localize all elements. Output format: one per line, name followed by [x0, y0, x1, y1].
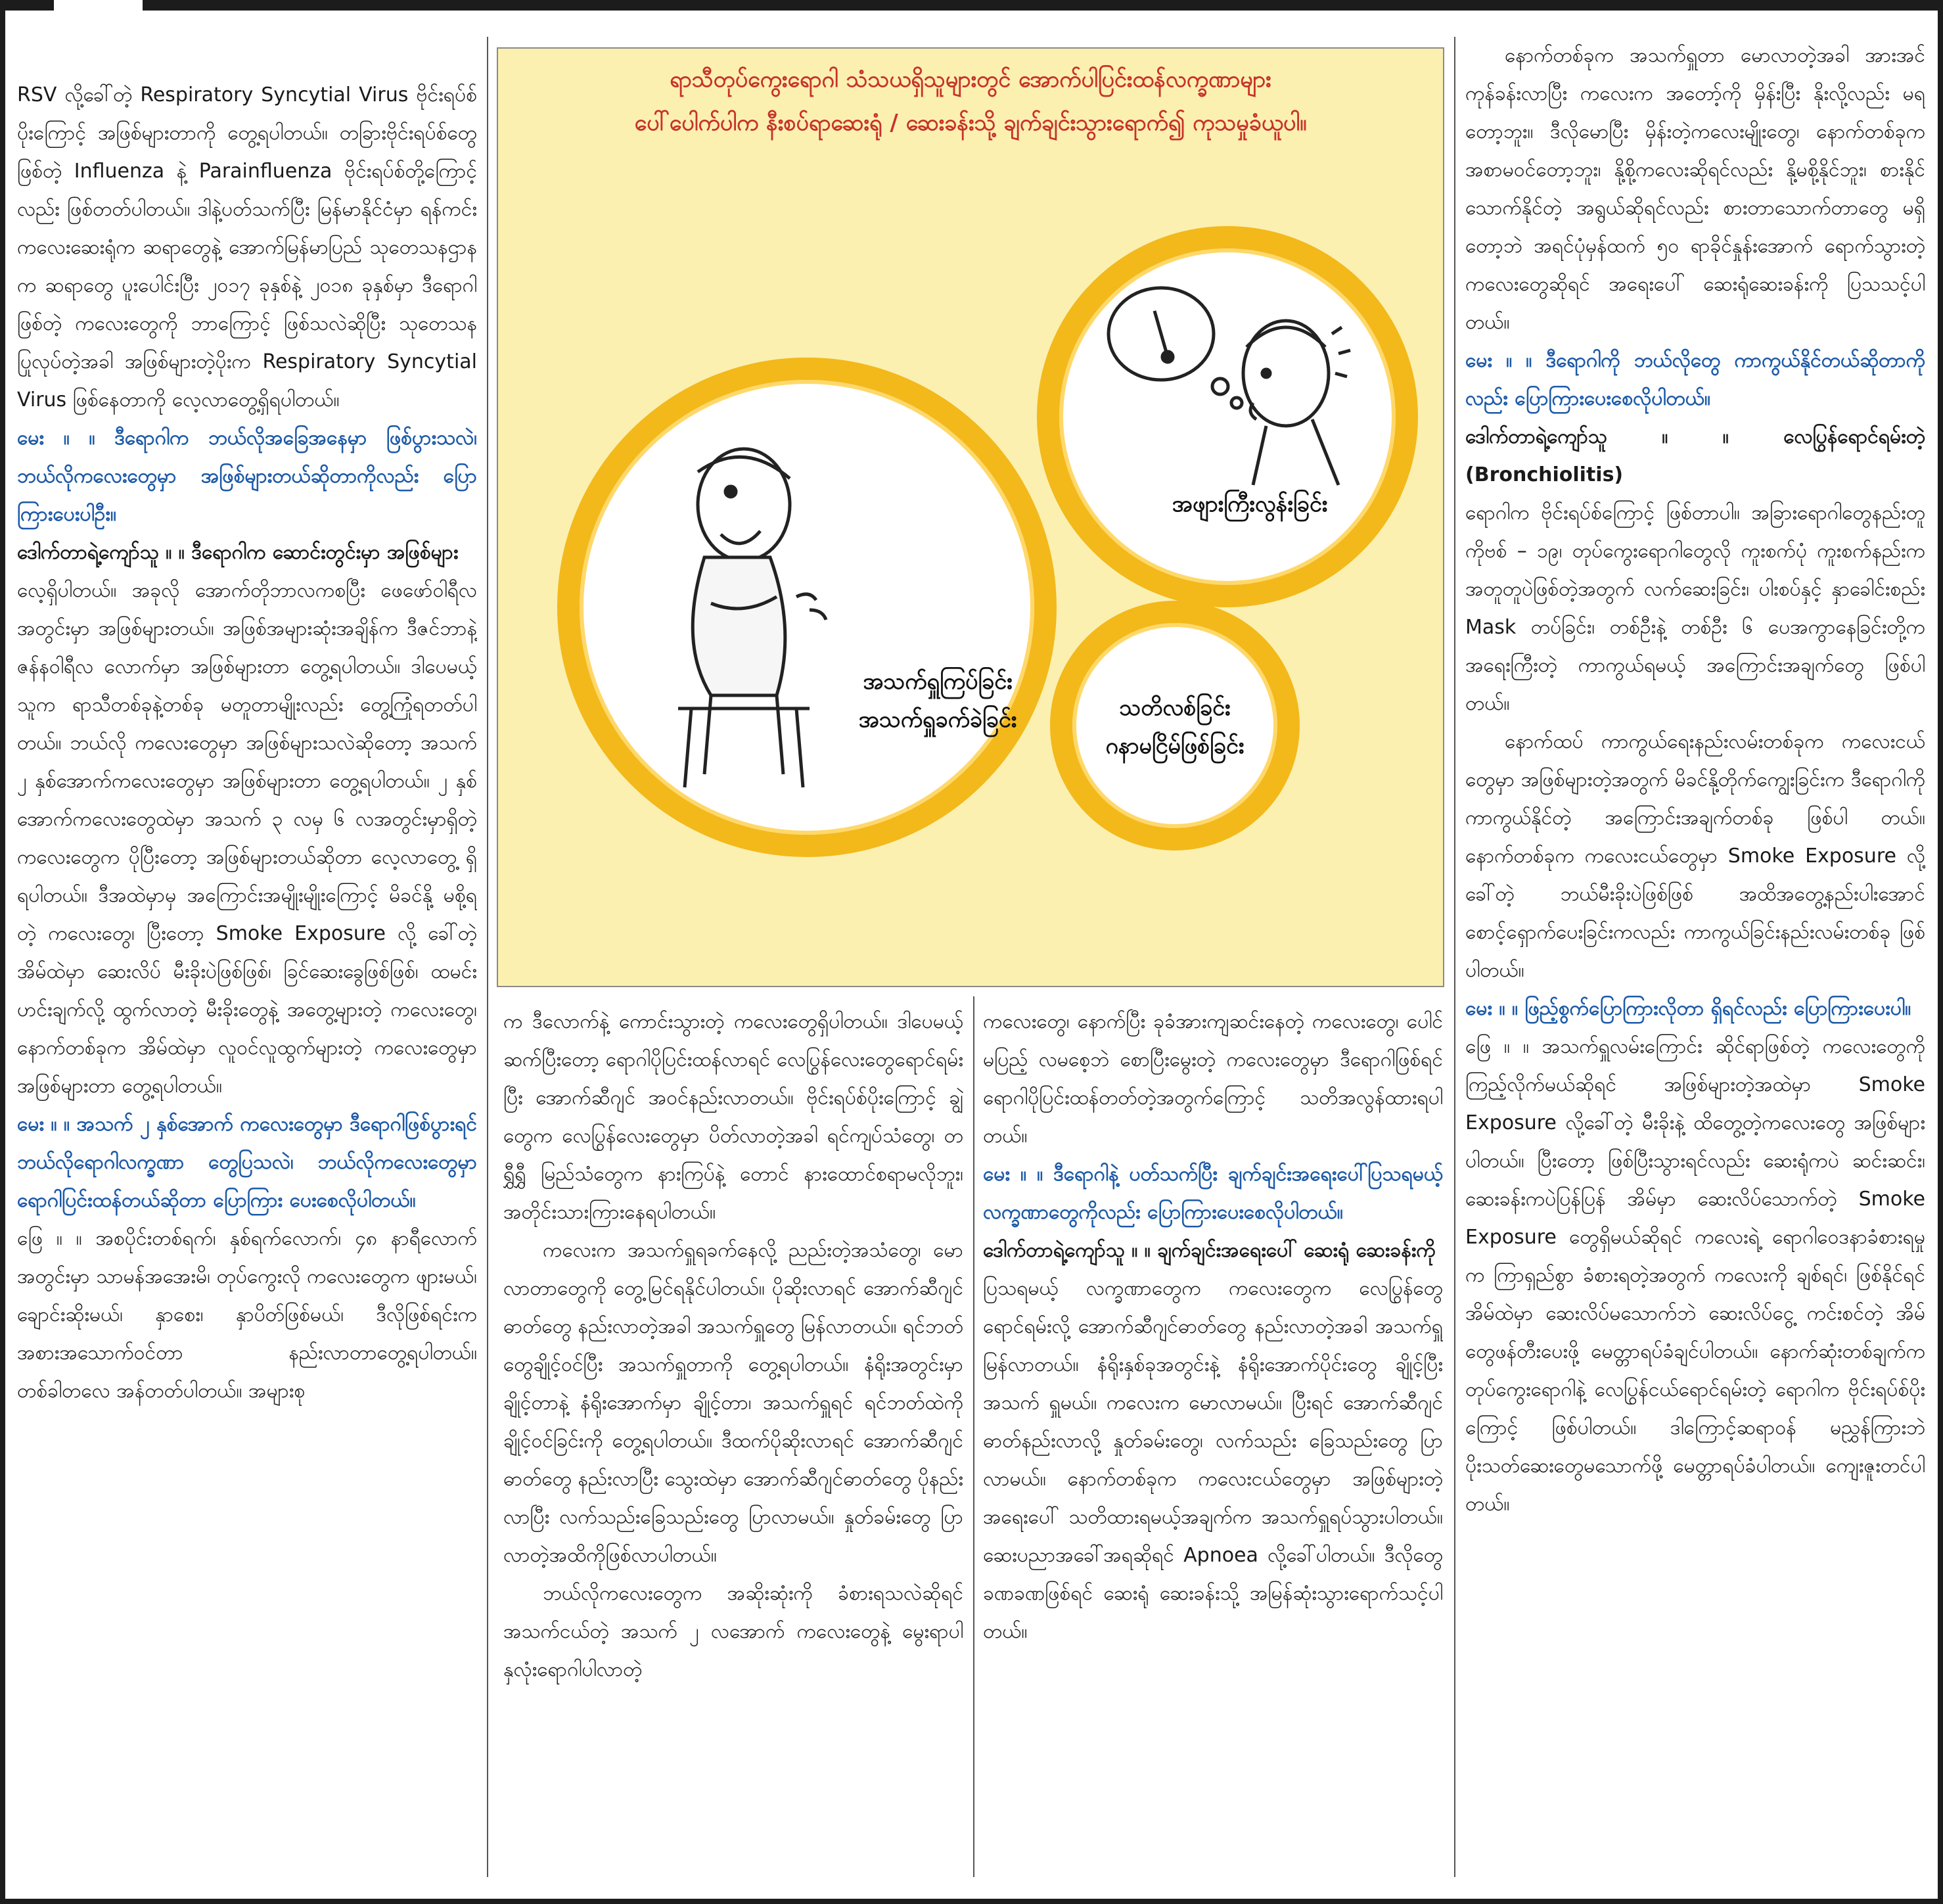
consciousness-label-line-2: ဂနာမငြိမ်ဖြစ်ခြင်း — [1105, 733, 1245, 759]
illustration-title-line-2: ပေါ်ပေါက်ပါက နီးစပ်ရာဆေးရုံ / ဆေးခန်းသို့ ချက်ချင်းသွားရောက်၍ ကုသမှုခံယူပါ။ — [634, 110, 1307, 136]
newspaper-page — [5, 11, 1938, 1899]
body-paragraph: လေ့ရှိပါတယ်။ အခုလို အောက်တိုဘာလကစပြီး ဖေဖော်ဝါရီလအတွင်းမှာ အဖြစ်များတယ်။ အဖြစ်အများဆုံးအချိန်က ဒီဇင်ဘာနဲ့ ဇန်နဝါရီလ လောက်မှာ အဖြစ်များတာ တွေ့ရပါတယ်။ ဒါပေမယ့် သူက ရာသီတစ်ခုနဲ့တစ်ခု မတူတာမျိုးလည်း တွေ့ကြုံရတတ်ပါတယ်။ ဘယ်လို ကလေးတွေမှာ အဖြစ်များသလဲဆိုတော့ အသက် ၂ နှစ်အောက်ကလေးတွေမှာ အဖြစ်များတာ တွေ့ရပါတယ်။ ၂ နှစ်အောက်ကလေးတွေထဲမှာ အသက် ၃ လမှ ၆ လအတွင်းမှာရှိတဲ့ ကလေးတွေက ပိုပြီးတော့ အဖြစ်များတယ်ဆိုတာ လေ့လာတွေ့ ရှိရပါတယ်။ ဒီအထဲမှာမှ အကြောင်းအမျိုးမျိုးကြောင့် မိခင်နို့ မစို့ရတဲ့ ကလေးတွေ၊ ပြီးတော့ Smoke Exposure လို့ ခေါ်တဲ့ အိမ်ထဲမှာ ဆေးလိပ် မီးခိုးပဲဖြစ်ဖြစ်၊ ခြင်ဆေးခွေဖြစ်ဖြစ်၊ ထမင်းဟင်းချက်လို့ ထွက်လာတဲ့ မီးခိုးတွေနဲ့ အတွေ့များတဲ့ ကလေးတွေ၊ နောက်တစ်ခုက အိမ်ထဲမှာ လူဝင်လူထွက်များတဲ့ ကလေးတွေမှာ အဖြစ်များတာ တွေ့ရပါတယ်။ — [17, 579, 477, 1098]
body-paragraph: ပြသရမယ့် လက္ခဏာတွေက ကလေးတွေက လေပြွန်တွေရောင်ရမ်းလို့ အောက်ဆီဂျင်ဓာတ်တွေ နည်းလာတဲ့အခါ အသက်ရှူမြန်လာတယ်။ နံရိုးနှစ်ခုအတွင်းနဲ့ နံရိုးအောက်ပိုင်းတွေ ချိုင့်ပြီး အသက် ရှူမယ်။ ကလေးက မောလာမယ်။ ပြီးရင် အောက်ဆီဂျင်ဓာတ်နည်းလာလို့ နှုတ်ခမ်းတွေ၊ လက်သည်း ခြေသည်းတွေ ပြာလာမယ်။ နောက်တစ်ခုက ကလေးငယ်တွေမှာ အဖြစ်များတဲ့ အရေးပေါ် သတိထားရမယ့်အချက်က အသက်ရှူရပ်သွားပါတယ်။ ဆေးပညာအခေါ်အရဆိုရင် Apnoea လို့ခေါ်ပါတယ်။ ဒီလိုတွေ ခဏခဏဖြစ်ရင် ဆေးရုံ ဆေးခန်းသို့ အမြန်ဆုံးသွားရောက်သင့်ပါတယ်။ — [983, 1277, 1443, 1643]
speaker-paragraph: ဒေါက်တာရဲ့ကျော်သူ ။ ။ ဒီရောဂါက ဆောင်းတွင်းမှာ အဖြစ်များ — [17, 541, 459, 564]
question-paragraph: မေး ။ ။ ဒီရောဂါကို ဘယ်လိုတွေ ကာကွယ်နိုင်တယ်ဆိုတာကိုလည်း ပြောကြားပေးစေလိုပါတယ်။ — [1465, 349, 1925, 410]
speaker-paragraph: ဒေါက်တာရဲ့ကျော်သူ ။ ။ ချက်ချင်းအရေးပေါ် ဆေးရုံ ဆေးခန်းကို — [983, 1239, 1436, 1262]
top-border-gap — [54, 0, 143, 12]
unconsciousness-circle — [1050, 601, 1300, 850]
column-divider — [973, 996, 974, 1877]
warning-illustration — [497, 47, 1444, 987]
column-2 — [503, 1003, 963, 1890]
breathing-difficulty-circle — [557, 358, 1057, 857]
body-paragraph: နောက်တစ်ခုက အသက်ရှူတာ မောလာတဲ့အခါ အားအင်ကုန်ခန်းလာပြီး ကလေးက အတော့်ကို မှိန်းပြီး နိုးလို့လည်း မရတော့ဘူး။ ဒီလိုမောပြီး မှိန်းတဲ့ကလေးမျိုးတွေ၊ နောက်တစ်ခုက အစာမဝင်တော့ဘူး၊ နို့စို့ကလေးဆိုရင်လည်း နို့မစို့နိုင်ဘူး၊ စားနိုင်သောက်နိုင်တဲ့ အရွယ်ဆိုရင်လည်း စားတာသောက်တာတွေ မရှိတော့ဘဲ အရင်ပုံမှန်ထက် ၅၀ ရာခိုင်နှုန်းအောက် ရောက်သွားတဲ့ ကလေးတွေဆိုရင် အရေးပေါ် ဆေးရုံဆေးခန်းကို ပြသသင့်ပါတယ်။ — [1465, 44, 1925, 334]
body-paragraph: ဘယ်လိုကလေးတွေက အဆိုးဆုံးကို ခံစားရသလဲဆိုရင် အသက်ငယ်တဲ့ အသက် ၂ လအောက် ကလေးတွေနဲ့ မွေးရာပါ နှလုံးရောဂါပါလာတဲ့ — [503, 1582, 963, 1681]
illustration-title — [498, 58, 1443, 145]
consciousness-label-line-1: သတိလစ်ခြင်း — [1119, 695, 1231, 721]
body-paragraph: နောက်ထပ် ကာကွယ်ရေးနည်းလမ်းတစ်ခုက ကလေးငယ်တွေမှာ အဖြစ်များတဲ့အတွက် မိခင်နို့တိုက်ကျွေးခြင်းက ဒီရောဂါကို ကာကွယ်နိုင်တဲ့ အကြောင်းအချက်တစ်ခု ဖြစ်ပါ တယ်။ နောက်တစ်ခုက ကလေးငယ်တွေမှာ Smoke Exposure လို့ခေါ်တဲ့ ဘယ်မီးခိုးပဲဖြစ်ဖြစ် အထိအတွေ့နည်းပါးအောင် စောင့်ရှောက်ပေးခြင်းကလည်း ကာကွယ်ခြင်းနည်းလမ်းတစ်ခု ဖြစ်ပါတယ်။ — [1465, 730, 1925, 982]
column-1 — [17, 76, 477, 1890]
body-paragraph: ကလေးက အသက်ရှူရခက်နေလို့ ညည်းတဲ့အသံတွေ၊ မောလာတာတွေကို တွေ့မြင်ရနိုင်ပါတယ်။ ပိုဆိုးလာရင် အောက်ဆီဂျင်ဓာတ်တွေ နည်းလာတဲ့အခါ အသက်ရှူတွေ မြန်လာတယ်။ ရင်ဘတ်တွေချိုင့်ဝင်ပြီး အသက်ရှူတာကို တွေ့ရပါတယ်။ နံရိုးအတွင်းမှာ ချိုင့်တာနဲ့ နံရိုးအောက်မှာ ချိုင့်တာ၊ အသက်ရှူရင် ရင်ဘတ်ထဲကို ချိုင့်ဝင်ခြင်းကို တွေ့ရပါတယ်။ ဒီထက်ပိုဆိုးလာရင် အောက်ဆီဂျင်ဓာတ်တွေ နည်းလာပြီး သွေးထဲမှာ အောက်ဆီဂျင်ဓာတ်တွေ ပိုနည်းလာပြီး လက်သည်းခြေသည်းတွေ ပြာလာမယ်။ နှုတ်ခမ်းတွေ ပြာလာတဲ့အထိကိုဖြစ်လာပါတယ်။ — [503, 1239, 963, 1567]
fever-label-text: အဖျားကြီးလွန်းခြင်း — [1172, 491, 1328, 517]
speaker-paragraph: ဒေါက်တာရဲ့ကျော်သူ ။ ။ လေပြွန်ရောင်ရမ်းတဲ့ (Bronchiolitis) — [1465, 425, 1925, 486]
coughing-man-drawing — [599, 432, 888, 801]
column-divider — [487, 37, 488, 1877]
consciousness-label — [1072, 689, 1277, 765]
feverish-man-drawing — [1089, 275, 1365, 492]
column-4 — [1465, 37, 1925, 1890]
question-paragraph: မေး ။ ။ ဖြည့်စွက်ပြောကြားလိုတာ ရှိရင်လည်း ပြောကြားပေးပါ။ — [1465, 997, 1911, 1020]
column-3 — [983, 1003, 1443, 1890]
breathing-label — [833, 662, 1043, 739]
body-paragraph: က ဒီလောက်နဲ့ ကောင်းသွားတဲ့ ကလေးတွေရှိပါတယ်။ ဒါပေမယ့် ဆက်ပြီးတော့ ရောဂါပိုပြင်းထန်လာရင် လေပြွန်လေးတွေရောင်ရမ်းပြီး အောက်ဆီဂျင် အဝင်နည်းလာတယ်။ ဗိုင်းရပ်စ်ပိုးကြောင့် ချွဲတွေက လေပြွန်လေးတွေမှာ ပိတ်လာတဲ့အခါ ရင်ကျပ်သံတွေ၊ တရွှီရွှီ မြည်သံတွေက နားကြပ်နဲ့ တောင် နားထောင်စရာမလိုဘူး၊ အတိုင်းသားကြားနေရပါတယ်။ — [503, 1010, 963, 1224]
question-paragraph: မေး ။ ။ အသက် ၂ နှစ်အောက် ကလေးတွေမှာ ဒီရောဂါဖြစ်ပွားရင် ဘယ်လိုရောဂါလက္ခဏာ တွေပြသလဲ၊ ဘယ်လိုကလေးတွေမှာ ရောဂါပြင်းထန်တယ်ဆိုတာ ပြောကြား ပေးစေလိုပါတယ်။ — [17, 1113, 477, 1212]
question-paragraph: မေး ။ ။ ဒီရောဂါက ဘယ်လိုအခြေအနေမှာ ဖြစ်ပွားသလဲ၊ ဘယ်လိုကလေးတွေမှာ အဖြစ်များတယ်ဆိုတာကိုလည်း ပြောကြားပေးပါဦး။ — [17, 427, 477, 526]
fever-label — [1099, 485, 1401, 523]
question-paragraph: မေး ။ ။ ဒီရောဂါနဲ့ ပတ်သက်ပြီး ချက်ချင်းအရေးပေါ်ပြသရမယ့် လက္ခဏာတွေကိုလည်း ပြောကြားပေးစေလိုပါတယ်။ — [983, 1163, 1443, 1224]
breathing-label-line-2: အသက်ရှူခက်ခဲခြင်း — [858, 707, 1017, 733]
body-paragraph: ဖြေ ။ ။ အစပိုင်းတစ်ရက်၊ နှစ်ရက်လောက်၊ ၄၈ နာရီလောက်အတွင်းမှာ သာမန်အအေးမိ၊ တုပ်ကွေးလို ကလေးတွေက ဖျားမယ်၊ ချောင်းဆိုးမယ်၊ နှာစေး၊ နှာပိတ်ဖြစ်မယ်၊ ဒီလိုဖြစ်ရင်းက အစားအသောက်ဝင်တာ နည်းလာတာတွေ့ရပါတယ်။ တစ်ခါတလေ အန်တတ်ပါတယ်။ အများစု — [17, 1227, 477, 1403]
body-paragraph: ကလေးတွေ၊ နောက်ပြီး ခုခံအားကျဆင်းနေတဲ့ ကလေးတွေ၊ ပေါင်မပြည့် လမစေ့ဘဲ စောပြီးမွေးတဲ့ ကလေးတွေမှာ ဒီရောဂါဖြစ်ရင် ရောဂါပိုပြင်းထန်တတ်တဲ့အတွက်ကြောင့် သတိအလွန်ထားရပါတယ်။ — [983, 1010, 1443, 1148]
high-fever-circle — [1037, 226, 1418, 607]
body-paragraph: ဖြေ ။ ။ အသက်ရှူလမ်းကြောင်း ဆိုင်ရာဖြစ်တဲ့ ကလေးတွေကို ကြည့်လိုက်မယ်ဆိုရင် အဖြစ်များတဲ့အထဲမှာ Smoke Exposure လို့ခေါ်တဲ့ မီးခိုးနဲ့ ထိတွေ့တဲ့ကလေးတွေ အဖြစ်များပါတယ်။ ပြီးတော့ ဖြစ်ပြီးသွားရင်လည်း ဆေးရုံကပဲ ဆင်းဆင်း၊ ဆေးခန်းကပဲပြန်ပြန် အိမ်မှာ ဆေးလိပ်သောက်တဲ့ Smoke Exposure တွေရှိမယ်ဆိုရင် ကလေးရဲ့ ရောဂါဝေဒနာခံစားရမှုက ကြာရှည်စွာ ခံစားရတဲ့အတွက် ကလေးကို ချစ်ရင်၊ ဖြစ်နိုင်ရင် အိမ်ထဲမှာ ဆေးလိပ်မသောက်ဘဲ ဆေးလိပ်ငွေ့ ကင်းစင်တဲ့ အိမ်တွေဖန်တီးပေးဖို့ မေတ္တာရပ်ခံချင်ပါတယ်။ နောက်ဆုံးတစ်ချက်က တုပ်ကွေးရောဂါနဲ့ လေပြွန်ငယ်ရောင်ရမ်းတဲ့ ရောဂါက ဗိုင်းရပ်စ်ပိုးကြောင့် ဖြစ်ပါတယ်။ ဒါကြောင့်ဆရာဝန် မညွှန်ကြားဘဲ ပိုးသတ်ဆေးတွေမသောက်ဖို့ မေတ္တာရပ်ခံပါတယ်။ ကျေးဇူးတင်ပါတယ်။ — [1465, 1035, 1925, 1516]
breathing-label-line-1: အသက်ရှူကြပ်ခြင်း — [863, 668, 1013, 695]
column-divider — [1454, 37, 1455, 1877]
body-paragraph: ရောဂါက ဗိုင်းရပ်စ်ကြောင့် ဖြစ်တာပါ။ အခြားရောဂါတွေနည်းတူ ကိုဗစ် – ၁၉၊ တုပ်ကွေးရောဂါတွေလို ကူးစက်ပုံ ကူးစက်နည်းက အတူတူပဲဖြစ်တဲ့အတွက် လက်ဆေးခြင်း၊ ပါးစပ်နှင့် နှာခေါင်းစည်း Mask တပ်ခြင်း၊ တစ်ဦးနဲ့ တစ်ဦး ၆ ပေအကွာနေခြင်းတို့က အရေးကြီးတဲ့ ကာကွယ်ရမယ့် အကြောင်းအချက်တွေ ဖြစ်ပါတယ်။ — [1465, 501, 1925, 715]
body-paragraph: RSV လို့ခေါ်တဲ့ Respiratory Syncytial Virus ဗိုင်းရပ်စ်ပိုးကြောင့် အဖြစ်များတာကို တွေ့ရပါတယ်။ တခြားဗိုင်းရပ်စ်တွေဖြစ်တဲ့ Influenza နဲ့ Parainfluenza ဗိုင်းရပ်စ်တို့ကြောင့်လည်း ဖြစ်တတ်ပါတယ်။ ဒါနဲ့ပတ်သက်ပြီး မြန်မာနိုင်ငံမှာ ရန်ကင်း ကလေးဆေးရုံက ဆရာတွေနဲ့ အောက်မြန်မာပြည် သုတေသနဌာနက ဆရာတွေ ပူးပေါင်းပြီး ၂၀၁၇ ခုနှစ်နဲ့ ၂၀၁၈ ခုနှစ်မှာ ဒီရောဂါဖြစ်တဲ့ ကလေးတွေကို ဘာကြောင့် ဖြစ်သလဲဆိုပြီး သုတေသနပြုလုပ်တဲ့အခါ အဖြစ်များတဲ့ပိုးက Respiratory Syncytial Virus ဖြစ်နေတာကို လေ့လာတွေ့ရှိရပါတယ်။ — [17, 83, 477, 411]
illustration-title-line-1: ရာသီတုပ်ကွေးရောဂါ သံသယရှိသူများတွင် အောက်ပါပြင်းထန်လက္ခဏာများ — [670, 66, 1271, 93]
